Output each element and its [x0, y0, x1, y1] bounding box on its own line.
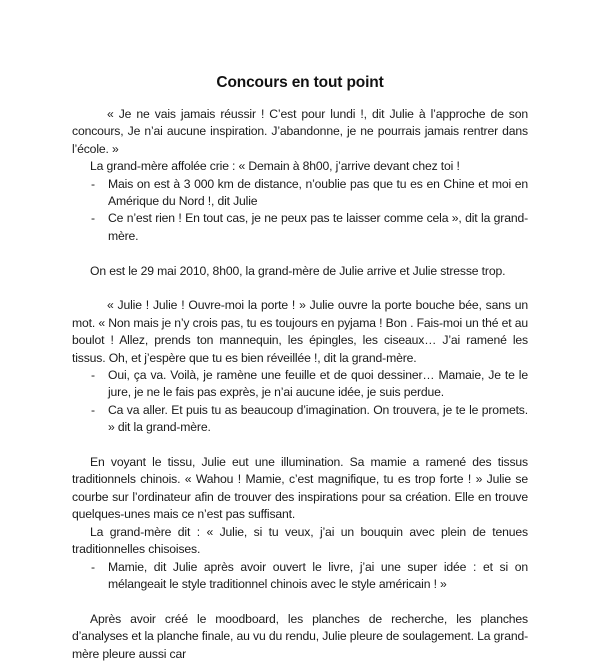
list-item — [72, 367, 528, 402]
paragraph: La grand-mère affolée crie : « Demain à 8h00, j’arrive devant chez toi ! — [90, 159, 460, 174]
list-item — [72, 402, 528, 437]
list-item — [72, 559, 528, 594]
list-dash: - — [91, 176, 95, 191]
list-dash: - — [91, 559, 95, 574]
list-item — [72, 176, 528, 211]
list-item-text: Ca va aller. Et puis tu as beaucoup d’imagination. On trouvera, je te le promets. » dit la grand-mère. — [108, 402, 528, 435]
paragraph: En voyant le tissu, Julie eut une illumination. Sa mamie a ramené des tissus traditionnels chinois. « Wahou ! Mamie, c’est magnifique, tu es trop forte ! » Julie se courbe sur l’ordinateur afin de trouver des inspirations pour sa création. Elle en trouve quelques-unes mais ce n’est pas suffisant. — [72, 455, 528, 522]
list-dash: - — [91, 368, 95, 383]
paragraph: La grand-mère dit : « Julie, si tu veux, j’ai un bouquin avec plein de tenues traditionnelles chisoises. — [72, 524, 528, 557]
list-dash: - — [91, 402, 95, 417]
paragraph: On est le 29 mai 2010, 8h00, la grand-mère de Julie arrive et Julie stresse trop. — [90, 263, 506, 278]
list-item — [72, 210, 528, 245]
list-item-text: Mamie, dit Julie après avoir ouvert le livre, j’ai une super idée : et si on mélangeait le style traditionnel chinois avec le style américain ! » — [108, 559, 528, 591]
document-body — [72, 106, 528, 663]
paragraph: « Je ne vais jamais réussir ! C’est pour lundi !, dit Julie à l’approche de son concours, Je n’ai aucune inspiration. J’abandonne, je ne pourrais jamais rentrer dans l’école. » — [72, 107, 528, 156]
list-item-text: Oui, ça va. Voilà, je ramène une feuille et de quoi dessiner… Mamaie, Je te le jure, je ne le fais pas exprès, je n’ai aucune idée, je suis perdue. — [108, 368, 528, 400]
paragraph: « Julie ! Julie ! Ouvre-moi la porte ! » Julie ouvre la porte bouche bée, sans un mot. « Non mais je n’y crois pas, tu es toujours en pyjama ! Bon . Fais-moi un thé et au boulot ! Allez, prends ton mannequin, les épingles, les ciseaux… J’ai ramené les tissus. Oh, et j’espère que tu es bien réveillée !, dit la grand-mère. — [72, 298, 528, 365]
paragraph: Après avoir créé le moodboard, les planches de recherche, les planches d’analyses et la planche finale, au vu du rendu, Julie pleure de soulagement. La grand-mère pleure aussi car — [72, 611, 528, 661]
list-item-text: Ce n’est rien ! En tout cas, je ne peux pas te laisser comme cela », dit la grand-mère. — [108, 211, 528, 243]
list-dash: - — [91, 211, 95, 226]
document-title: Concours en tout point — [216, 74, 384, 91]
list-item-text: Mais on est à 3 000 km de distance, n’oublie pas que tu es en Chine et moi en Amérique du Nord !, dit Julie — [108, 176, 528, 209]
